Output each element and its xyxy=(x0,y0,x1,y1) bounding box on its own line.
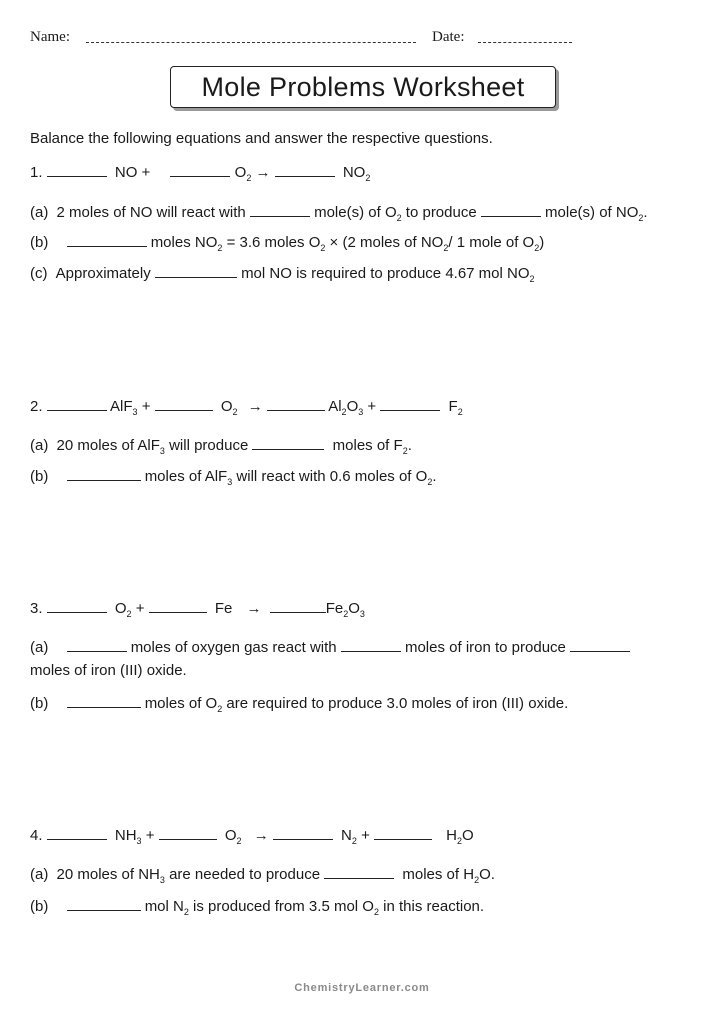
q2-equation: 2. $AlF_3 + O_2 \to Al_2O_3 + F_2$ xyxy=(30,398,463,417)
worksheet-title xyxy=(170,66,556,108)
q2-coef-1-blank[interactable] xyxy=(47,396,107,411)
q3-part-a-cont: moles of iron (III) oxide. xyxy=(30,662,187,679)
q2-part-a: (a) 20 moles of AlF$_3$ will produce moles of $F_2$. xyxy=(30,437,412,456)
name-field[interactable] xyxy=(86,42,416,43)
q4-part-b: (b) mol $N_2$ is produced from 3.5 mol $O_2$ in this reaction. xyxy=(30,898,485,917)
q1-part-a: (a) 2 moles of NO will react with mole(s) of $O_2$ to produce mole(s) of $NO_2$. xyxy=(30,204,648,223)
q3-coef-2-blank[interactable] xyxy=(149,598,207,613)
name-label: Name: xyxy=(30,29,70,45)
q3-part-b: (b) moles of $O_2$ are required to produce 3.0 moles of iron (III) oxide. xyxy=(30,695,569,714)
q4a-blank[interactable] xyxy=(324,864,394,879)
q3-part-a: (a) moles of oxygen gas react with moles of iron to produce xyxy=(30,637,630,657)
q1a-blank-1[interactable] xyxy=(250,202,310,217)
q3a-blank-1[interactable] xyxy=(67,637,127,652)
q4-coef-4-blank[interactable] xyxy=(374,825,432,840)
worksheet-title-text: Mole Problems Worksheet xyxy=(201,71,525,102)
q1-part-c: (c) Approximately mol NO is required to produce 4.67 mol $NO_2$ xyxy=(30,265,535,284)
q1c-blank[interactable] xyxy=(155,263,237,278)
footer-credit: ChemistryLearner.com xyxy=(294,982,430,994)
arrow-icon: → xyxy=(255,164,271,181)
arrow-icon: → xyxy=(246,600,262,617)
q4-equation: 4. $NH_3 + O_2 \to N_2 + H_2O$ xyxy=(30,827,474,846)
q1a-blank-2[interactable] xyxy=(481,202,541,217)
q3-coef-3-blank[interactable] xyxy=(270,598,326,613)
q1-part-b: (b) moles $NO_2 = 3.6$ moles $O_2 \times (2$ moles of $NO_2/$ 1 mole of $O_2$) xyxy=(30,234,545,253)
q1-coef-2-blank[interactable] xyxy=(170,162,230,177)
arrow-icon: → xyxy=(253,827,269,844)
q2b-blank[interactable] xyxy=(67,466,141,481)
instructions: Balance the following equations and answer the respective questions. xyxy=(30,130,493,147)
q3a-blank-3[interactable] xyxy=(570,637,630,652)
q2a-blank[interactable] xyxy=(252,435,324,450)
date-field[interactable] xyxy=(478,42,572,43)
q1-equation: 1. NO + $O_2 \to NO_2$ xyxy=(30,164,371,183)
q4-coef-3-blank[interactable] xyxy=(273,825,333,840)
q3-equation: 3. $O_2 + Fe \to Fe_2O_3$ xyxy=(30,600,365,619)
q1-coef-1-blank[interactable] xyxy=(47,162,107,177)
arrow-icon: → xyxy=(247,398,263,415)
q1-coef-3-blank[interactable] xyxy=(275,162,335,177)
q3a-blank-2[interactable] xyxy=(341,637,401,652)
q2-part-b: (b) moles of AlF$_3$ will react with 0.6 moles of $O_2$. xyxy=(30,468,437,487)
q4-coef-1-blank[interactable] xyxy=(47,825,107,840)
q2-coef-3-blank[interactable] xyxy=(267,396,325,411)
q3-coef-1-blank[interactable] xyxy=(47,598,107,613)
q4-part-a: (a) 20 moles of $NH_3$ are needed to produce moles of $H_2O$. xyxy=(30,866,495,885)
q2-coef-4-blank[interactable] xyxy=(380,396,440,411)
q3b-blank[interactable] xyxy=(67,693,141,708)
q4-coef-2-blank[interactable] xyxy=(159,825,217,840)
q2-coef-2-blank[interactable] xyxy=(155,396,213,411)
date-label: Date: xyxy=(432,29,465,45)
q1b-blank[interactable] xyxy=(67,232,147,247)
q4b-blank[interactable] xyxy=(67,896,141,911)
